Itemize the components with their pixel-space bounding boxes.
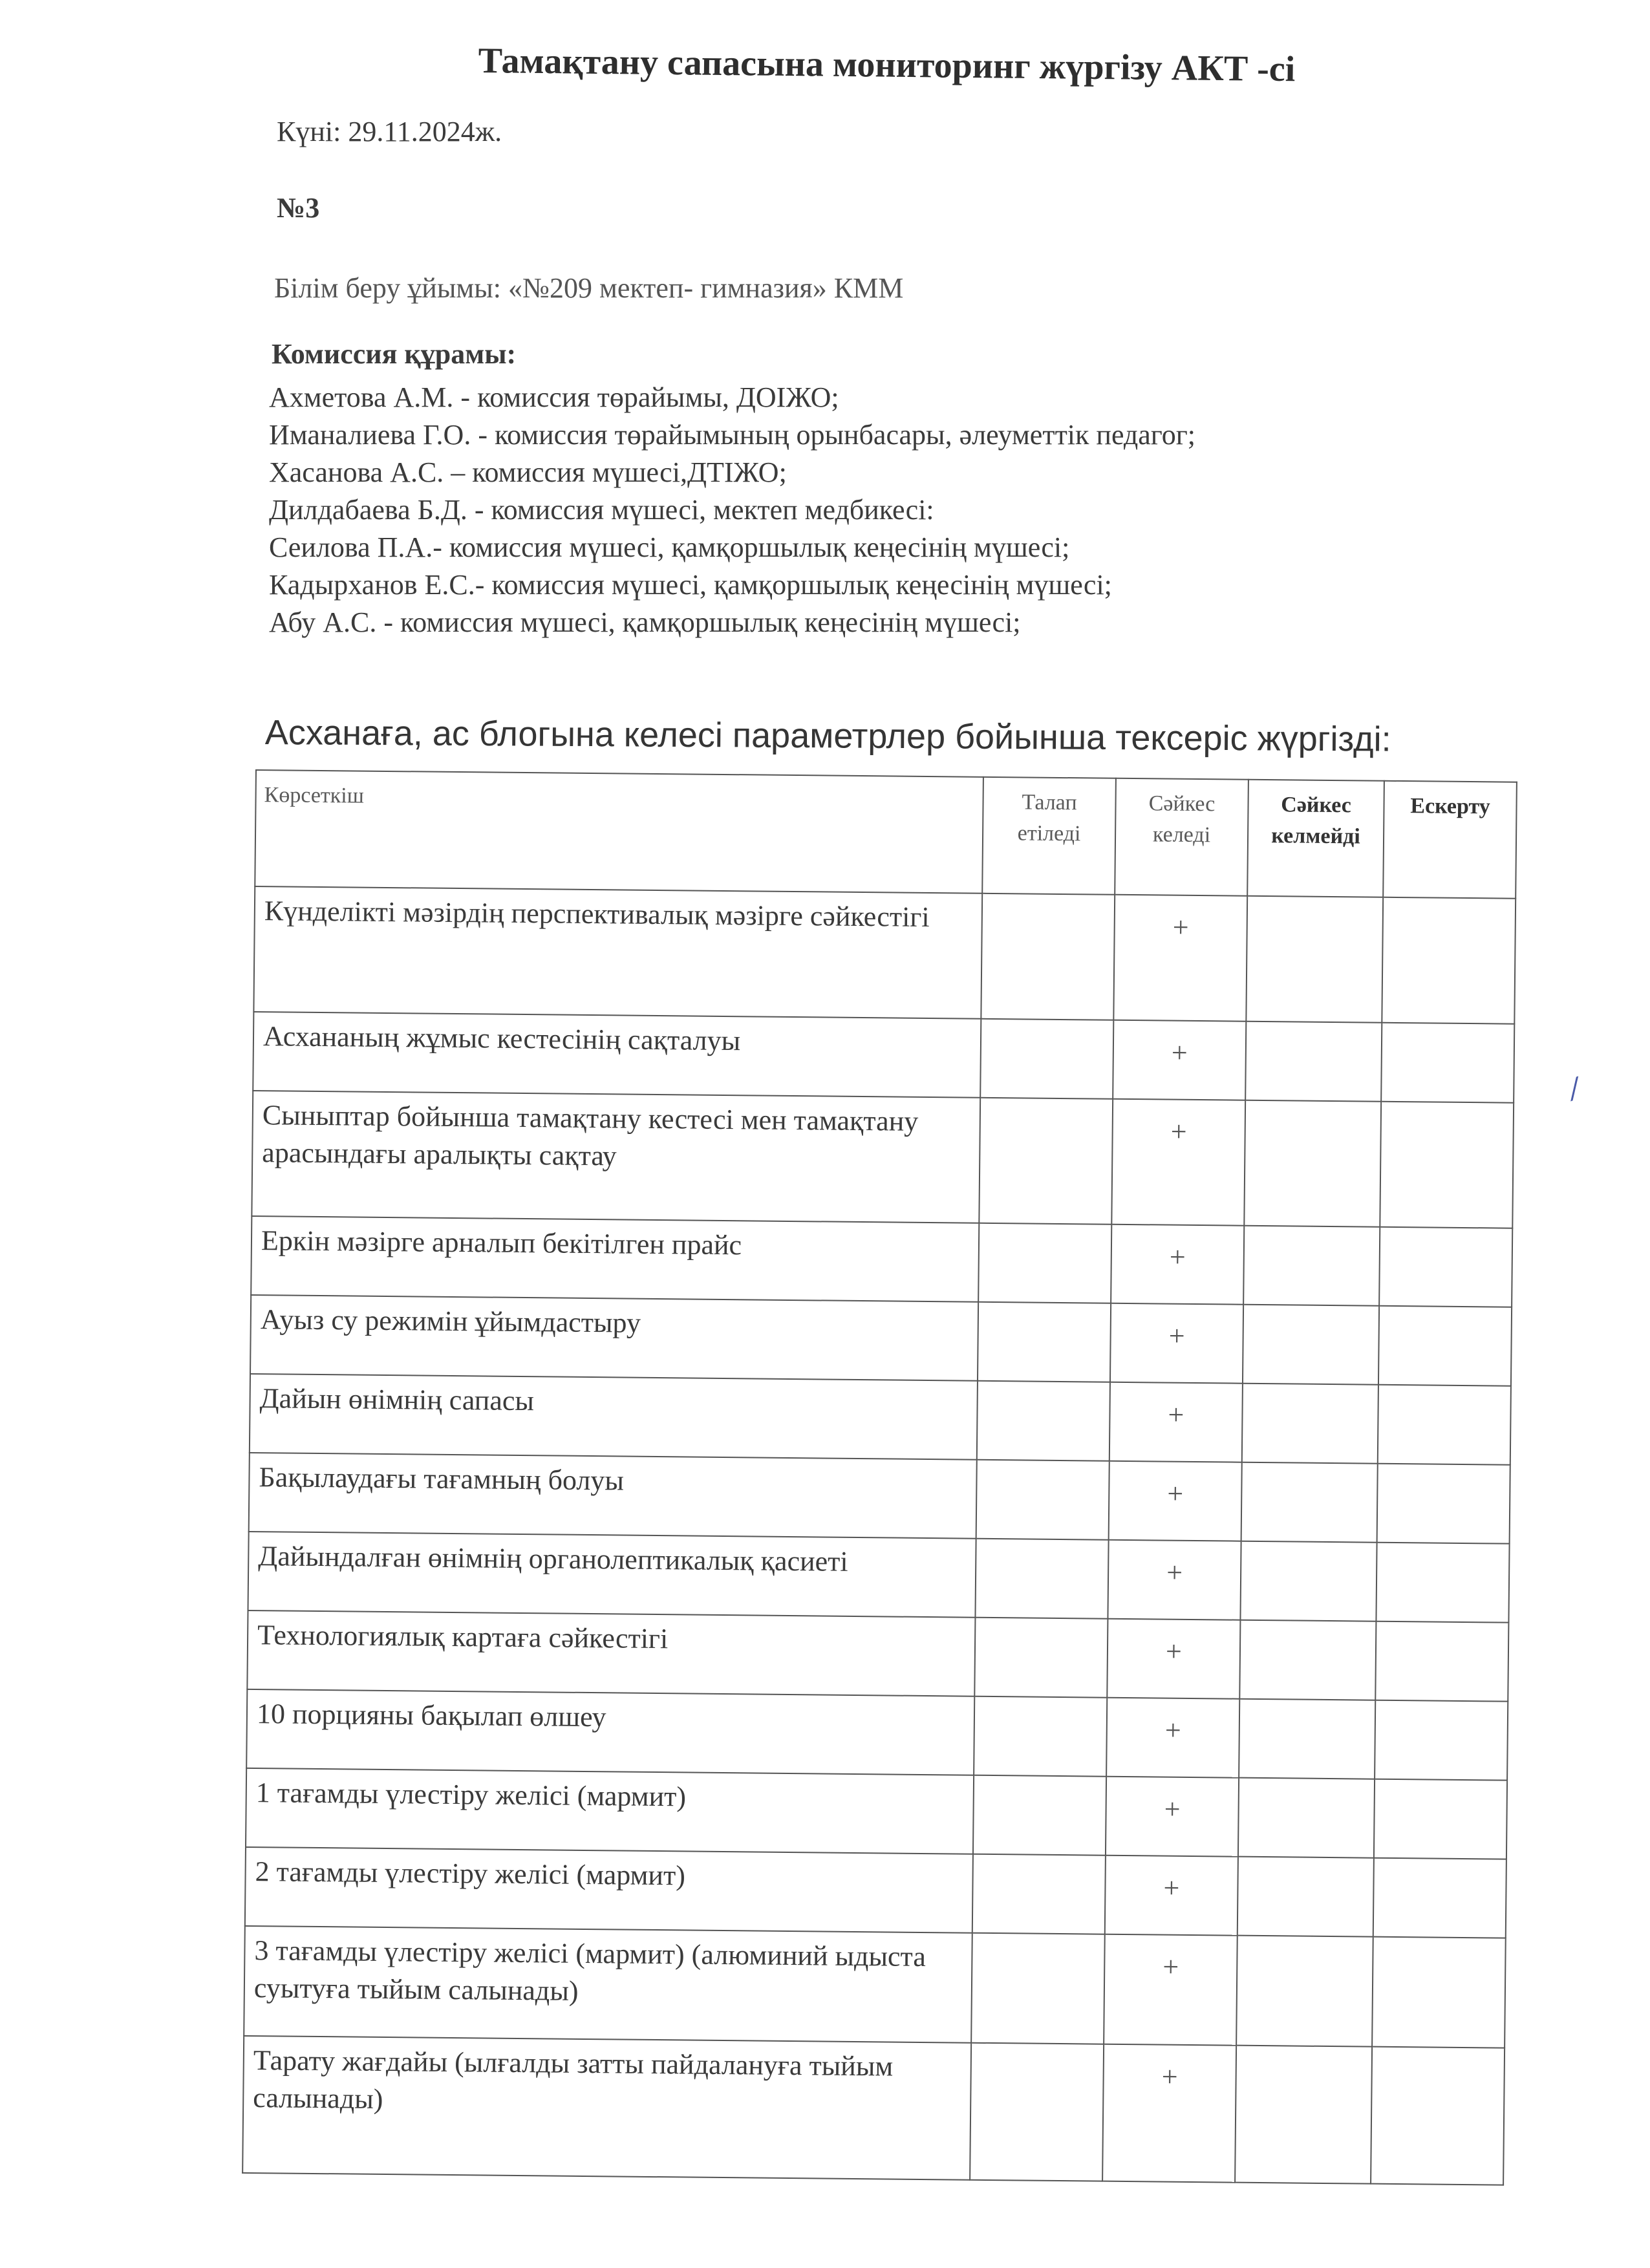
- note-cell: [1380, 1102, 1514, 1228]
- inspection-intro: Асханаға, ас блогына келесі параметрлер бойынша тексеріс жүргізді:: [264, 713, 1391, 759]
- commission-member: Хасанова А.С. – комиссия мүшесі,ДТІЖО;: [269, 456, 787, 488]
- note-cell: [1376, 1543, 1509, 1623]
- not-matches-cell: [1240, 1541, 1377, 1621]
- required-cell: [975, 1539, 1108, 1619]
- matches-mark: +: [1105, 1856, 1238, 1936]
- table-row: [246, 1768, 1507, 1859]
- row-label: 10 порцияны бақылап өлшеу: [246, 1689, 974, 1775]
- not-matches-cell: [1238, 1778, 1375, 1858]
- note-cell: [1381, 1023, 1514, 1103]
- not-matches-cell: [1239, 1620, 1376, 1700]
- note-cell: [1375, 1621, 1508, 1702]
- required-cell: [971, 1933, 1105, 2044]
- required-cell: [977, 1381, 1110, 1461]
- note-cell: [1372, 1937, 1506, 2048]
- note-cell: [1377, 1464, 1510, 1544]
- matches-mark: +: [1102, 2044, 1236, 2183]
- required-cell: [974, 1618, 1108, 1698]
- note-cell: [1371, 2047, 1505, 2185]
- matches-mark: +: [1108, 1540, 1241, 1620]
- required-cell: [979, 1098, 1113, 1225]
- header-indicator: Көрсеткіш: [255, 770, 983, 893]
- table-row: [248, 1532, 1510, 1623]
- row-label: 2 тағамды үлестіру желісі (мармит): [245, 1847, 973, 1933]
- row-label: Технологиялық картаға сәйкестігі: [247, 1610, 975, 1696]
- required-cell: [980, 1019, 1113, 1099]
- required-cell: [981, 893, 1115, 1020]
- matches-mark: +: [1106, 1698, 1239, 1778]
- required-cell: [973, 1775, 1106, 1856]
- not-matches-cell: [1241, 1462, 1378, 1543]
- not-matches-cell: [1239, 1699, 1375, 1779]
- table-header-row: [255, 770, 1517, 899]
- matches-mark: +: [1113, 895, 1247, 1022]
- table-row: [244, 1926, 1506, 2048]
- matches-mark: +: [1111, 1099, 1245, 1226]
- row-label: Еркін мәзірге арналып бекітілген прайс: [251, 1216, 979, 1302]
- not-matches-cell: [1246, 896, 1383, 1023]
- row-label: 1 тағамды үлестіру желісі (мармит): [246, 1768, 974, 1854]
- inspection-table-wrapper: [242, 769, 1516, 2186]
- required-cell: [978, 1223, 1111, 1303]
- matches-mark: +: [1111, 1225, 1244, 1305]
- table-row: [250, 1374, 1511, 1465]
- not-matches-cell: [1242, 1384, 1378, 1464]
- not-matches-cell: [1244, 1100, 1381, 1227]
- not-matches-cell: [1243, 1226, 1380, 1306]
- note-cell: [1374, 1779, 1507, 1859]
- matches-mark: +: [1109, 1382, 1243, 1462]
- required-cell: [970, 2043, 1104, 2181]
- table-row: [246, 1689, 1508, 1781]
- row-label: Тарату жағдайы (ылғалды затты пайдалануға тыйым салынады): [242, 2036, 971, 2180]
- note-cell: [1375, 1700, 1508, 1781]
- commission-member: Сеилова П.А.- комиссия мүшесі, қамқоршылық кеңесінің мүшесі;: [269, 531, 1070, 563]
- matches-mark: +: [1104, 1934, 1238, 2046]
- header-required: Талап етіледі: [982, 777, 1116, 895]
- table-row: [250, 1295, 1512, 1386]
- note-cell: [1378, 1306, 1512, 1386]
- row-label: Бақылаудағы тағамның болуы: [249, 1453, 977, 1539]
- matches-mark: +: [1107, 1619, 1240, 1699]
- matches-mark: +: [1106, 1777, 1239, 1857]
- commission-member: Иманалиева Г.О. - комиссия төрайымының орынбасары, әлеуметтік педагог;: [269, 419, 1196, 451]
- act-date: Күні: 29.11.2024ж.: [277, 116, 502, 147]
- table-row: [245, 1847, 1506, 1938]
- row-label: Сыныптар бойынша тамақтану кестесі мен тамақтану арасындағы аралықты сақтау: [252, 1091, 980, 1223]
- table-row: [251, 1216, 1512, 1307]
- matches-mark: +: [1110, 1303, 1243, 1384]
- commission-member: Дилдабаева Б.Д. - комиссия мүшесі, мектеп медбикесі:: [269, 494, 934, 526]
- inspection-table: [242, 769, 1517, 2186]
- not-matches-cell: [1236, 1936, 1373, 2047]
- note-cell: [1382, 897, 1516, 1024]
- pen-mark-icon: ⁄: [1567, 1073, 1583, 1106]
- table-row: [242, 2036, 1505, 2185]
- not-matches-cell: [1238, 1857, 1374, 1937]
- document-title: Тамақтану сапасына мониторинг жүргізу АКТ -сі: [478, 40, 1296, 90]
- organization-line: Білім беру ұйымы: «№209 мектеп- гимназия» КММ: [274, 272, 904, 304]
- row-label: Асхананың жұмыс кестесінің сақталуы: [253, 1012, 981, 1098]
- matches-mark: +: [1109, 1461, 1242, 1541]
- matches-mark: +: [1113, 1020, 1246, 1100]
- commission-member: Ахметова А.М. - комиссия төрайымы, ДОІЖО;: [269, 381, 839, 413]
- note-cell: [1373, 1858, 1506, 1938]
- commission-heading: Комиссия құрамы:: [272, 338, 517, 370]
- required-cell: [972, 1854, 1106, 1934]
- table-row: [247, 1610, 1508, 1702]
- required-cell: [978, 1302, 1111, 1382]
- row-label: 3 тағамды үлестіру желісі (мармит) (алюминий ыдыста суытуға тыйым салынады): [244, 1926, 972, 2043]
- required-cell: [974, 1696, 1107, 1777]
- note-cell: [1379, 1227, 1512, 1307]
- required-cell: [976, 1460, 1109, 1540]
- commission-member: Абу А.С. - комиссия мүшесі, қамқоршылық кеңесінің мүшесі;: [269, 606, 1021, 638]
- header-matches: Сәйкес келеді: [1115, 778, 1248, 896]
- table-row: [249, 1453, 1510, 1544]
- table-row: [253, 1012, 1514, 1103]
- commission-members: [269, 379, 1368, 641]
- row-label: Дайындалған өнімнің органолептикалық қасиеті: [248, 1532, 976, 1618]
- not-matches-cell: [1235, 2046, 1372, 2184]
- row-label: Күнделікті мәзірдің перспективалық мәзірге сәйкестігі: [253, 886, 982, 1019]
- table-row: [253, 886, 1516, 1024]
- commission-member: Кадырханов Е.С.- комиссия мүшесі, қамқоршылық кеңесінің мүшесі;: [269, 569, 1112, 601]
- not-matches-cell: [1243, 1305, 1379, 1385]
- note-cell: [1378, 1385, 1511, 1465]
- header-not-matches: Сәйкес келмейді: [1247, 780, 1384, 897]
- not-matches-cell: [1245, 1022, 1382, 1102]
- header-note: Ескерту: [1383, 781, 1517, 899]
- row-label: Дайын өнімнің сапасы: [250, 1374, 978, 1460]
- table-row: [252, 1091, 1514, 1228]
- row-label: Ауыз су режимін ұйымдастыру: [250, 1295, 978, 1381]
- act-number: №3: [277, 192, 320, 224]
